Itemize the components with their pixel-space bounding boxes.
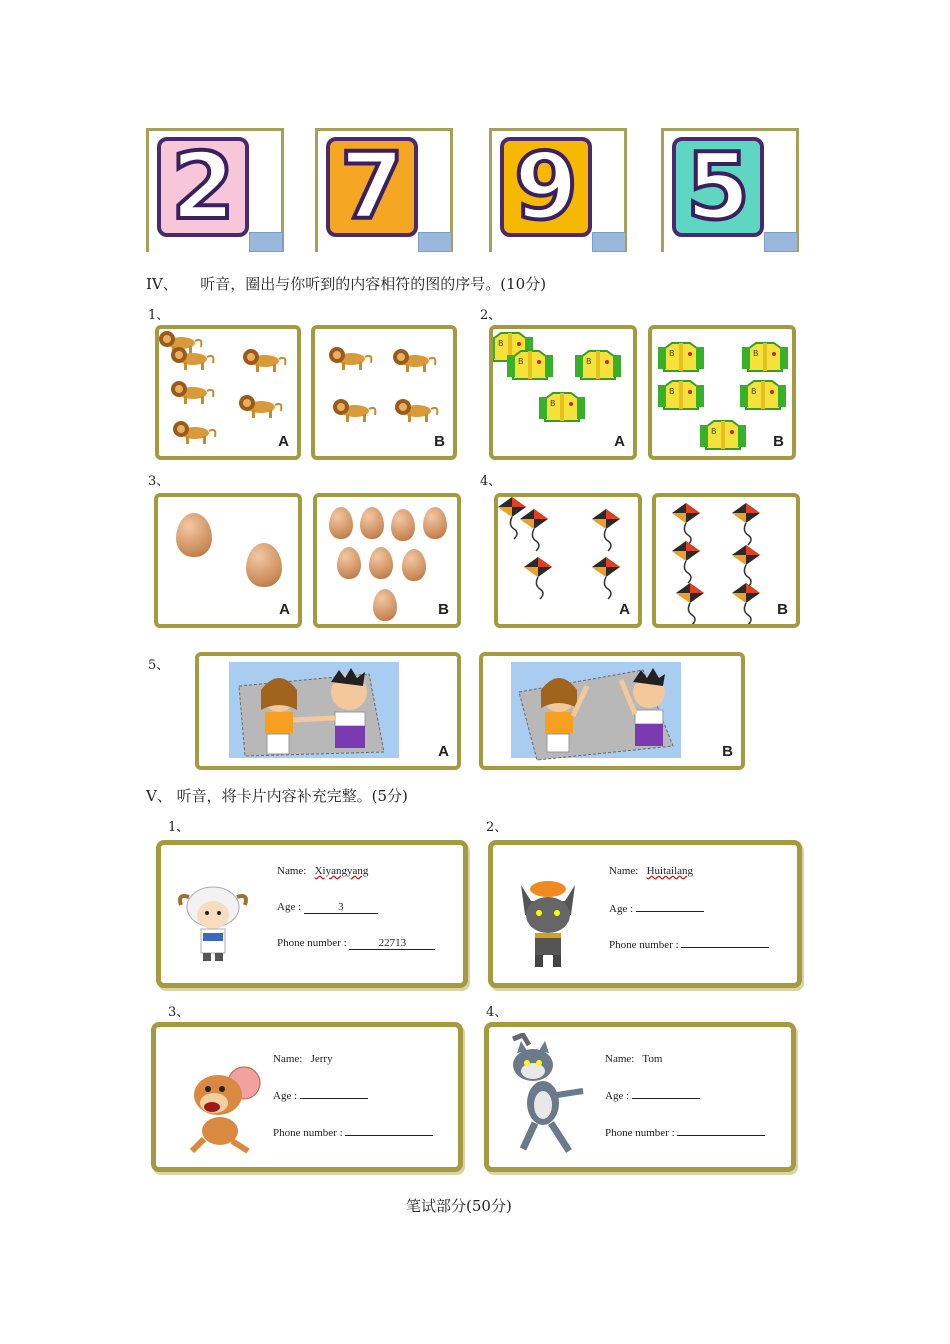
option-letter: A	[278, 433, 289, 450]
age-blank[interactable]	[636, 911, 704, 912]
phone-label: Phone number :	[605, 1127, 675, 1139]
number-card-1	[146, 128, 284, 252]
egg-icon	[369, 547, 393, 579]
section-4-heading: IV、 听音，圈出与你听到的内容相符的图的序号。(10分)	[146, 275, 547, 293]
number-digit: 7	[339, 133, 404, 240]
option-letter: A	[619, 601, 630, 618]
card-number: 3、	[168, 1005, 190, 1020]
phone-field	[609, 939, 769, 951]
kids-shaking-hands-illustration	[199, 656, 457, 766]
option-frame-b[interactable]	[652, 493, 800, 628]
kids-waving-illustration	[483, 656, 741, 766]
written-section-heading: 笔试部分(50分)	[406, 1197, 512, 1215]
age-field	[605, 1090, 700, 1102]
answer-box[interactable]	[249, 232, 283, 252]
option-frame-b[interactable]	[313, 493, 461, 628]
age-field	[277, 901, 378, 914]
jacket-group	[493, 329, 633, 456]
option-letter: B	[434, 433, 445, 450]
option-frame-a[interactable]	[195, 652, 461, 770]
option-letter: B	[773, 433, 784, 450]
section-5-heading: V、 听音，将卡片内容补充完整。(5分)	[146, 787, 408, 805]
phone-label: Phone number :	[273, 1127, 343, 1139]
phone-blank[interactable]: 22713	[349, 937, 435, 950]
card-number: 4、	[486, 1005, 508, 1020]
svg-text:B: B	[498, 339, 504, 348]
sheep-character-icon	[175, 881, 259, 971]
egg-icon	[176, 513, 212, 557]
egg-icon	[423, 507, 447, 539]
option-letter: B	[777, 601, 788, 618]
age-label: Age :	[605, 1090, 630, 1102]
phone-blank[interactable]	[677, 1135, 765, 1136]
mouse-character-icon	[164, 1053, 268, 1157]
number-card-3	[489, 128, 627, 252]
card-number: 1、	[168, 820, 190, 835]
egg-icon	[360, 507, 384, 539]
option-frame-a[interactable]	[155, 325, 301, 460]
option-frame-b[interactable]	[311, 325, 457, 460]
info-card-3	[151, 1022, 463, 1172]
option-frame-a[interactable]	[494, 493, 642, 628]
name-field	[277, 865, 368, 877]
option-frame-a[interactable]	[154, 493, 302, 628]
card-number: 2、	[486, 820, 508, 835]
option-frame-b[interactable]	[648, 325, 796, 460]
age-blank[interactable]	[300, 1098, 368, 1099]
number-digit: 5	[685, 133, 750, 240]
option-letter: A	[438, 743, 449, 760]
answer-box[interactable]	[418, 232, 452, 252]
lion-group	[315, 329, 453, 456]
name-label: Name:	[277, 865, 307, 877]
egg-icon	[329, 507, 353, 539]
option-letter: A	[614, 433, 625, 450]
question-number: 3、	[148, 474, 170, 489]
option-frame-a[interactable]	[489, 325, 637, 460]
jacket-group	[652, 329, 792, 456]
phone-blank[interactable]	[345, 1135, 433, 1136]
name-value: Huitailang	[646, 865, 694, 877]
number-tile	[500, 133, 592, 240]
lion-group	[159, 329, 297, 456]
age-blank[interactable]: 3	[304, 901, 378, 914]
option-letter: B	[438, 601, 449, 618]
egg-icon	[402, 549, 426, 581]
age-label: Age :	[609, 903, 634, 915]
name-value: Tom	[642, 1053, 663, 1065]
info-card-1	[156, 840, 468, 988]
kite-group	[498, 497, 638, 624]
age-label: Age :	[277, 901, 302, 913]
name-label: Name:	[605, 1053, 635, 1065]
option-letter: B	[722, 743, 733, 760]
wolf-character-icon	[511, 875, 585, 971]
age-field	[609, 903, 704, 915]
answer-box[interactable]	[592, 232, 626, 252]
option-letter: A	[279, 601, 290, 618]
info-card-4	[484, 1022, 796, 1172]
question-number: 2、	[480, 308, 502, 323]
name-field	[605, 1053, 662, 1065]
age-label: Age :	[273, 1090, 298, 1102]
egg-icon	[246, 543, 282, 587]
name-label: Name:	[609, 865, 639, 877]
number-tile	[326, 133, 418, 240]
question-number: 4、	[480, 474, 502, 489]
egg-icon	[373, 589, 397, 621]
number-digit: 9	[513, 133, 578, 240]
phone-field	[605, 1127, 765, 1139]
cat-character-icon	[499, 1033, 593, 1163]
name-label: Name:	[273, 1053, 303, 1065]
number-card-2	[315, 128, 453, 252]
egg-icon	[337, 547, 361, 579]
phone-field	[277, 937, 435, 950]
age-field	[273, 1090, 368, 1102]
name-value: Xiyangyang	[314, 865, 369, 877]
question-number: 1、	[148, 308, 170, 323]
phone-label: Phone number :	[277, 937, 347, 949]
phone-blank[interactable]	[681, 947, 769, 948]
name-value: Jerry	[310, 1053, 333, 1065]
name-field	[273, 1053, 333, 1065]
option-frame-b[interactable]	[479, 652, 745, 770]
number-digit: 2	[170, 133, 235, 240]
kite-group	[656, 497, 796, 624]
number-card-4	[661, 128, 799, 252]
egg-icon	[391, 509, 415, 541]
answer-box[interactable]	[764, 232, 798, 252]
question-number: 5、	[148, 658, 170, 673]
name-field	[609, 865, 693, 877]
phone-field	[273, 1127, 433, 1139]
number-tile	[157, 133, 249, 240]
phone-label: Phone number :	[609, 939, 679, 951]
info-card-2	[488, 840, 802, 988]
number-tile	[672, 133, 764, 240]
age-blank[interactable]	[632, 1098, 700, 1099]
